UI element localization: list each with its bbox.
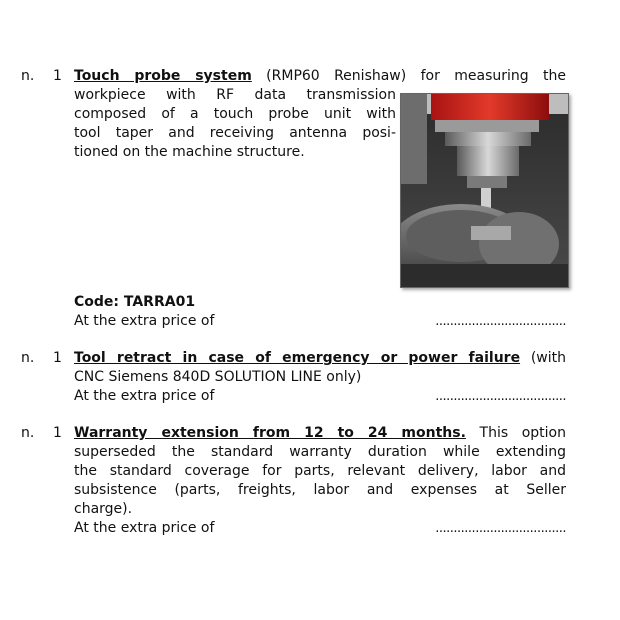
- price-dots: ....................................: [435, 389, 566, 404]
- item-text-line: tioned on the machine structure.: [74, 144, 305, 160]
- item-code: Code: TARRA01: [74, 294, 196, 310]
- item-first-line: [74, 67, 566, 86]
- item-content: [74, 349, 566, 406]
- item-quantity: 1: [53, 350, 62, 366]
- item-number-label: n.: [21, 68, 35, 84]
- item-title: Touch probe system: [74, 68, 252, 84]
- item-title: Warranty extension from 12 to 24 months.: [74, 425, 466, 441]
- item-title: Tool retract in case of emergency or power failure: [74, 350, 521, 366]
- price-row: [74, 387, 566, 406]
- price-label: At the extra price of: [74, 388, 215, 404]
- item-text-line: This option: [465, 425, 566, 441]
- item-number-label: n.: [21, 350, 35, 366]
- item-text-line: (with: [520, 350, 566, 366]
- item-number-label: n.: [21, 425, 35, 441]
- item-quantity: 1: [53, 425, 62, 441]
- item-first-line: [74, 424, 566, 443]
- price-label: At the extra price of: [74, 520, 215, 536]
- item-text-line: composed of a touch probe unit with: [74, 106, 396, 122]
- price-row: [74, 312, 566, 331]
- item-content: [74, 424, 566, 538]
- price-dots: ....................................: [435, 521, 566, 536]
- item-text-line: tool taper and receiving antenna posi-: [74, 125, 396, 141]
- item-text-line: charge).: [74, 501, 133, 517]
- item-text-line: workpiece with RF data transmission: [74, 87, 396, 103]
- machine-spindle-image: [401, 94, 568, 287]
- price-dots: ....................................: [435, 314, 566, 329]
- item-text-line: (RMP60 Renishaw) for measuring the: [251, 68, 566, 84]
- item-first-line: [74, 349, 566, 368]
- item-text-line: CNC Siemens 840D SOLUTION LINE only): [74, 369, 362, 385]
- item-text-line: superseded the standard warranty duration while extending: [74, 444, 566, 460]
- price-row: [74, 519, 566, 538]
- item-text-line: subsistence (parts, freights, labor and expenses at Seller: [74, 482, 566, 498]
- item-quantity: 1: [53, 68, 62, 84]
- price-label: At the extra price of: [74, 313, 215, 329]
- touch-probe-photo: [400, 93, 569, 288]
- item-text-line: the standard coverage for parts, relevant delivery, labor and: [74, 463, 566, 479]
